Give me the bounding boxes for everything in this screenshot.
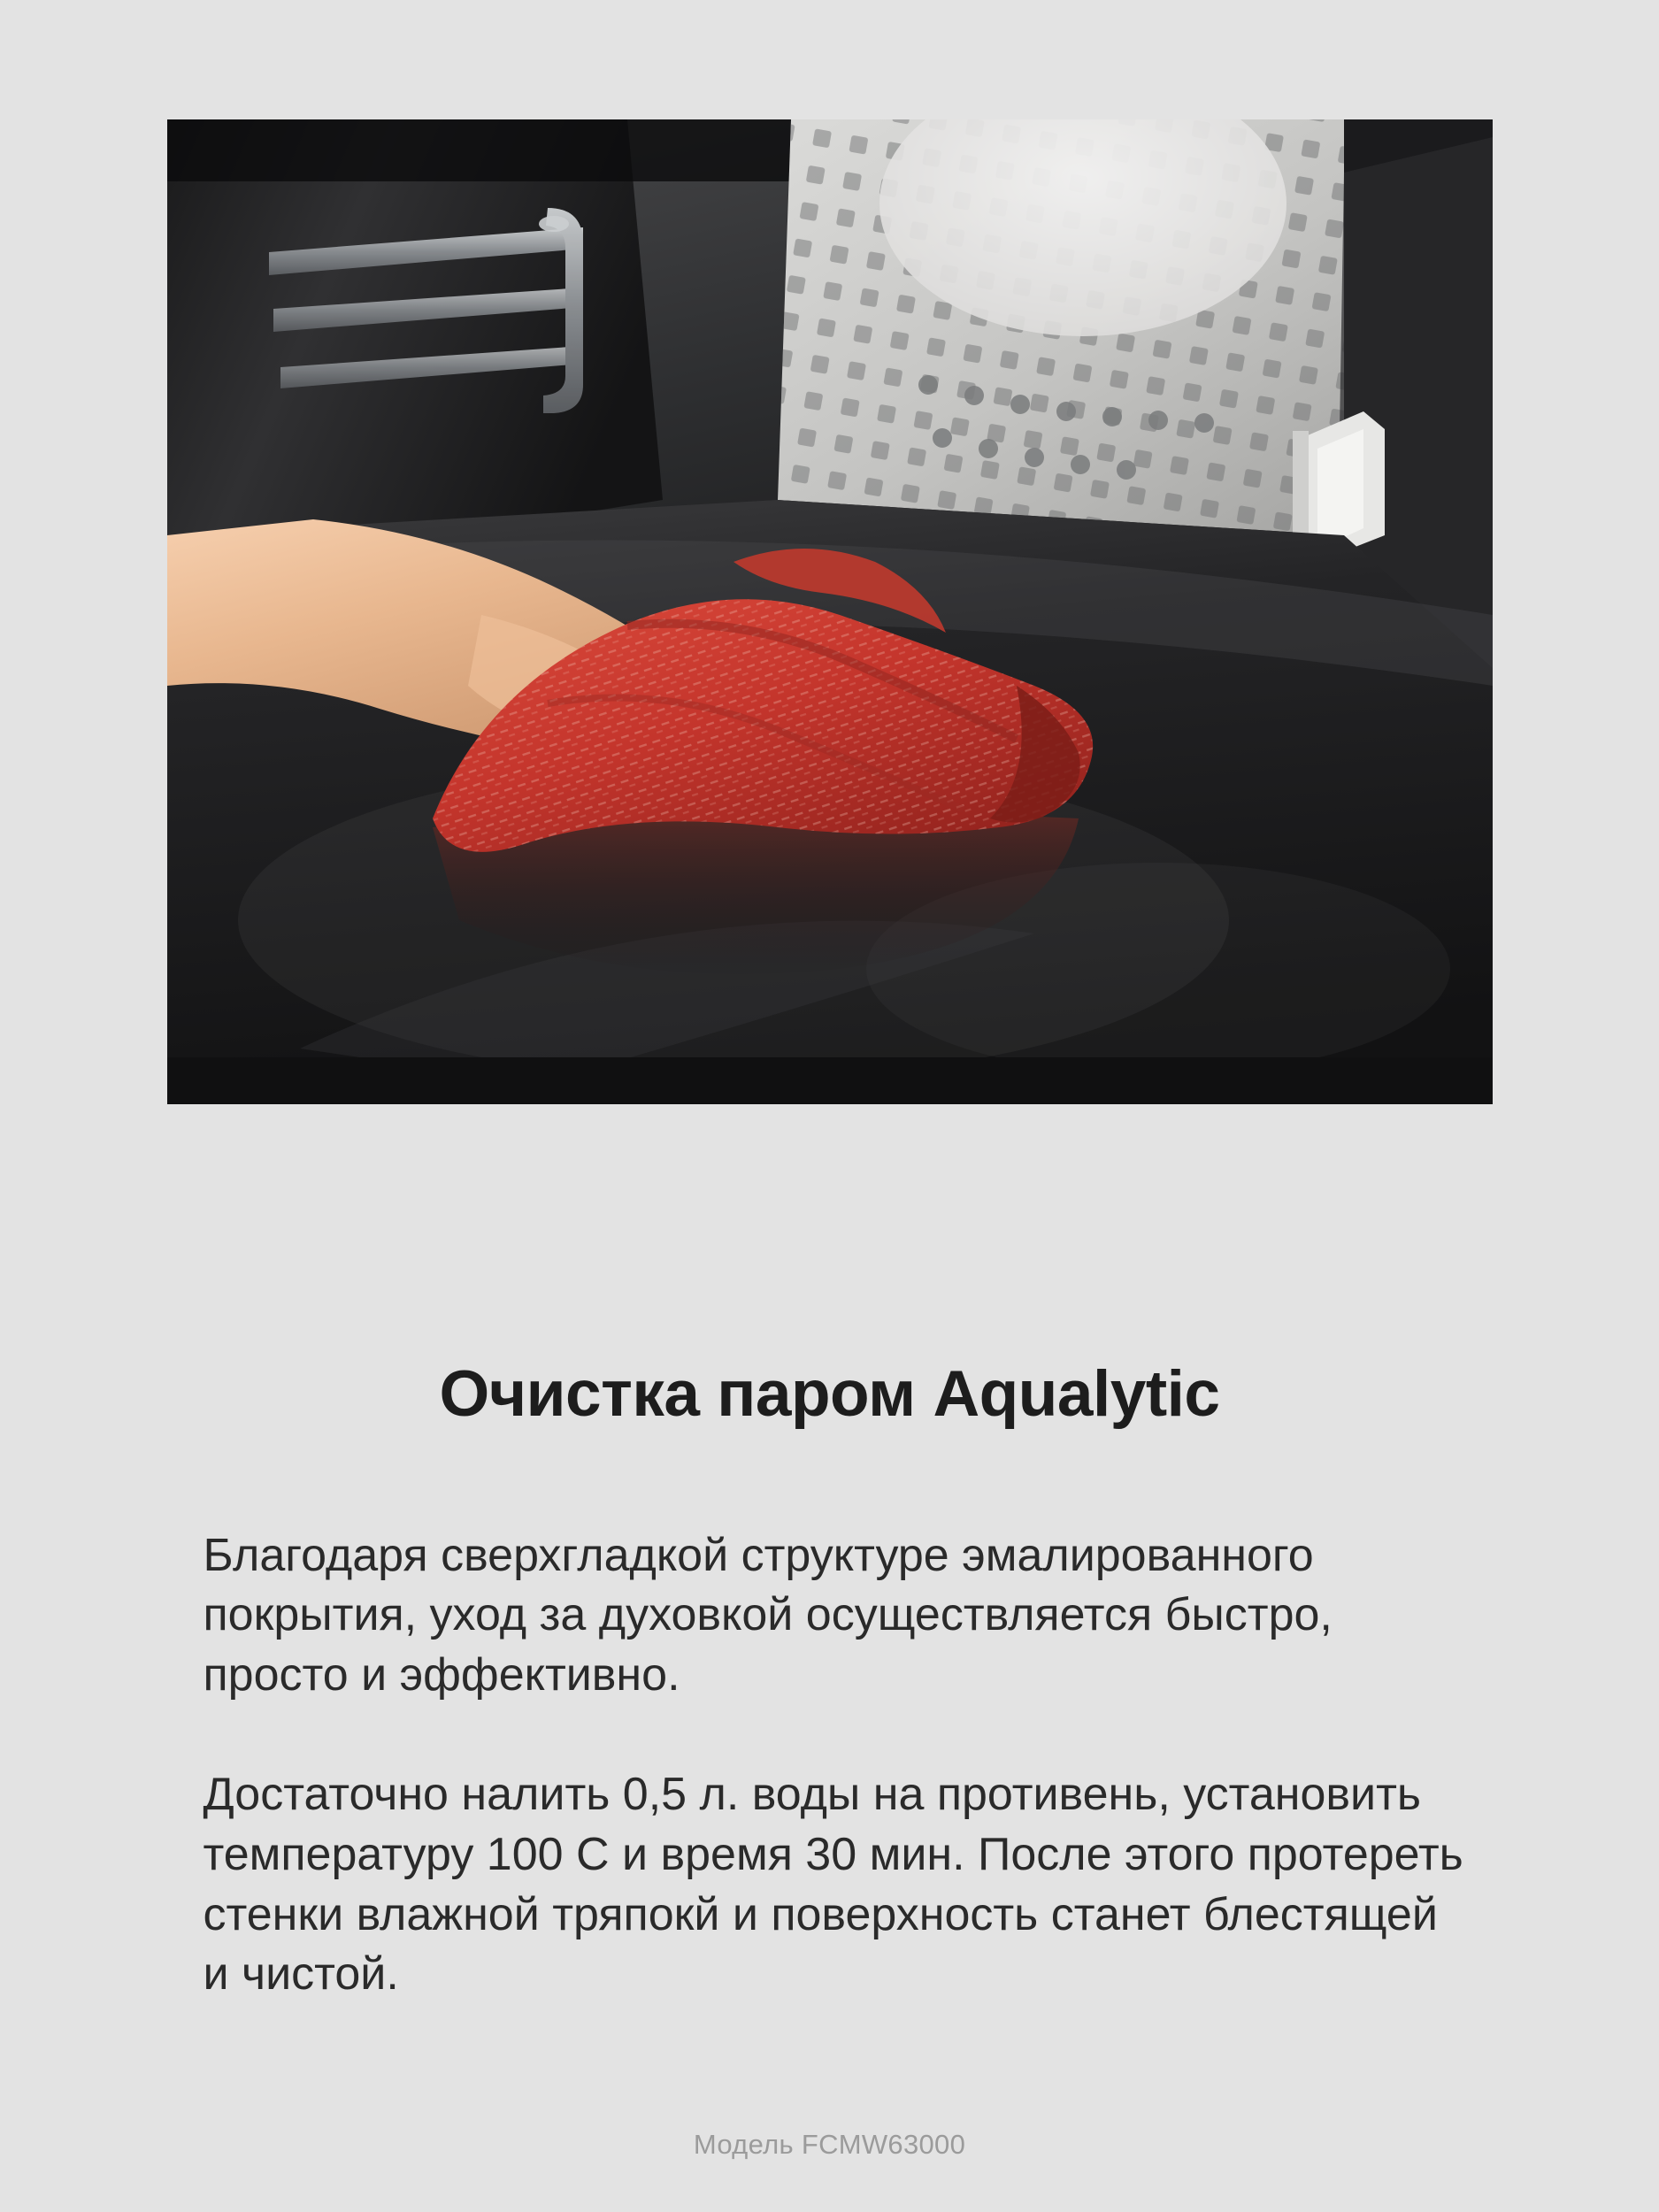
- oven-photo-illustration: [167, 119, 1493, 1104]
- oven-back-panel: [778, 119, 1344, 535]
- oven-photo: [167, 119, 1493, 1104]
- description-paragraph-2: Достаточно налить 0,5 л. воды на противень, установить температуру 100 С и время 30 мин. После этого протереть стенки влажной тряпокй и поверхность станет блестящей и чистой.: [203, 1769, 1463, 2001]
- model-label: Модель FCMW63000: [693, 2128, 966, 2160]
- card-content: [166, 1104, 1494, 2161]
- description-paragraph-1: Благодаря сверхгладкой структуре эмалированного покрытия, уход за духовкой осуществляется быстро, просто и эффективно.: [203, 1529, 1333, 1701]
- page-title: Очистка паром Aqualytic: [439, 1358, 1220, 1430]
